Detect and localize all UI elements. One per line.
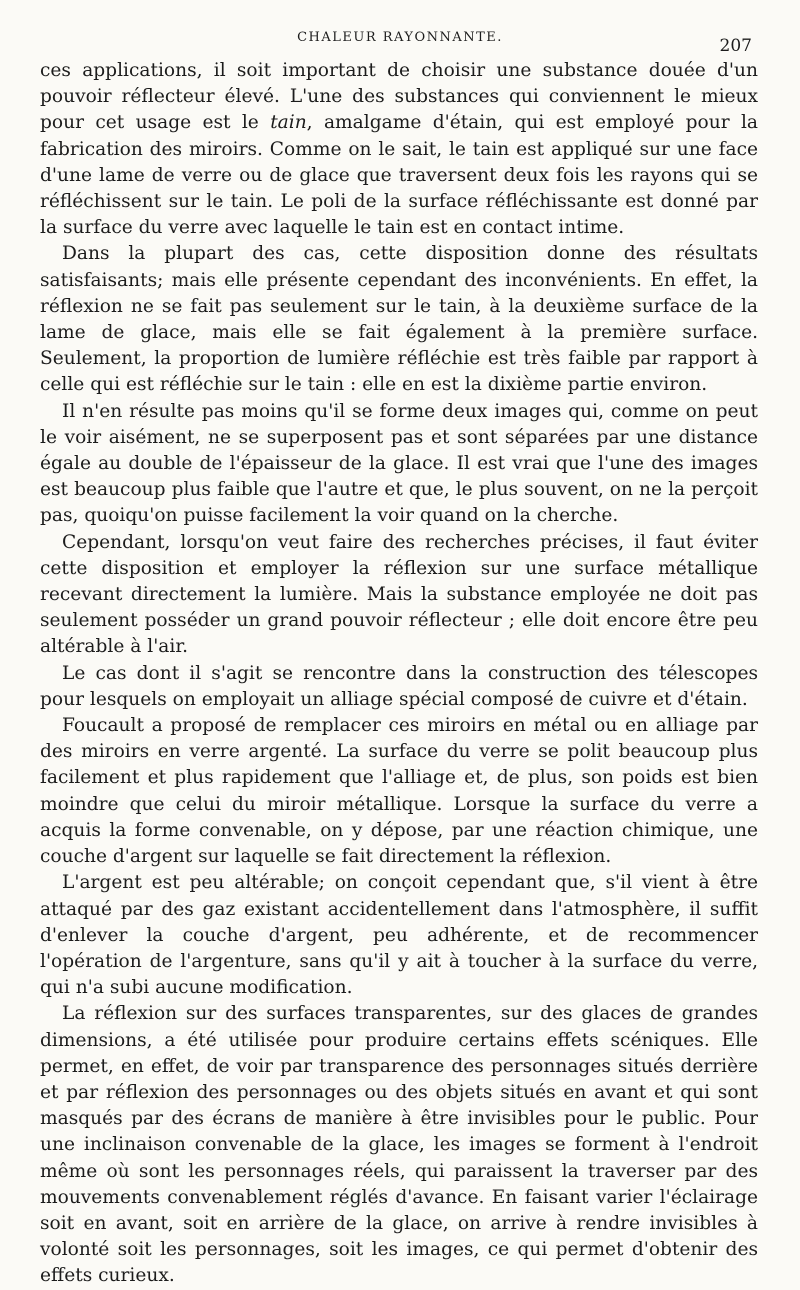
emphasis-tain: tain (270, 112, 307, 134)
running-title: CHALEUR RAYONNANTE. (297, 30, 503, 45)
paragraph-4: Cependant, lorsqu'on veut faire des recherches précises, il faut éviter cette disposition et employer la réflexion sur une surface métallique recevant directement la lumière. Mais la substance employée ne doit pas seulement posséder un grand pouvoir réflecteur ; elle doit encore être peu altérable à l'air. (40, 531, 758, 658)
body-text (40, 58, 758, 1290)
paragraph-8: La réflexion sur des surfaces transparentes, sur des glaces de grandes dimensions, a été utilisée pour produire certains effets scéniques. Elle permet, en effet, de voir par transparence des personnages situés derrière et par réflexion des personnages ou des objets situés en avant et qui sont masqués par des écrans de manière à être invisibles pour le public. Pour une inclinaison convenable de la glace, les images se forment à l'endroit même où sont les personnages réels, qui paraissent la traverser par des mouvements convenablement réglés d'avance. En faisant varier l'éclairage soit en avant, soit en arrière de la glace, on arrive à rendre invisibles à volonté soit les personnages, soit les images, ce qui permet d'obtenir des effets curieux. (40, 1003, 758, 1287)
paragraph-2: Dans la plupart des cas, cette disposition donne des résultats satisfaisants; mais elle présente cependant des inconvénients. En effet, la réflexion ne se fait pas seulement sur le tain, à la deuxième surface de la lame de glace, mais elle se fait également à la première surface. Seulement, la proportion de lumière réfléchie est très faible par rapport à celle qui est réfléchie sur le tain : elle en est la dixième partie environ. (40, 243, 758, 396)
paragraph-3: Il n'en résulte pas moins qu'il se forme deux images qui, comme on peut le voir aisément, ne se superposent pas et sont séparées par une distance égale au double de l'épaisseur de la glace. Il est vrai que l'une des images est beaucoup plus faible que l'autre et que, le plus souvent, on ne la perçoit pas, quoiqu'on puisse facilement la voir quand on la cherche. (40, 400, 758, 527)
page-header (0, 28, 800, 54)
paragraph-1-rest: , amalgame d'étain, qui est employé pour la fabrication des miroirs. Comme on le sait, le tain est appliqué sur une face d'une lame de verre ou de glace que traversent deux fois les rayons qui se réfléchissent sur le tain. Le poli de la surface réfléchissante est donné par la surface du verre avec laquelle le tain est en contact intime. (40, 112, 758, 239)
paragraph-1-start: ces applications, il soit important de choisir une substance douée d'un pouvoir réflecteur élevé. L'une des substances qui conviennent le mieux pour cet usage est le (40, 60, 758, 134)
paragraph-6: Foucault a proposé de remplacer ces miroirs en métal ou en alliage par des miroirs en verre argenté. La surface du verre se polit beaucoup plus facilement et plus rapidement que l'alliage et, de plus, son poids est bien moindre que celui du miroir métallique. Lorsque la surface du verre a acquis la forme convenable, on y dépose, par une réaction chimique, une couche d'argent sur laquelle se fait directement la réflexion. (40, 715, 758, 868)
paragraph-1 (40, 58, 758, 241)
paragraph-5: Le cas dont il s'agit se rencontre dans la construction des télescopes pour lesquels on employait un alliage spécial composé de cuivre et d'étain. (40, 662, 758, 710)
page-number: 207 (719, 36, 752, 56)
paragraph-7: L'argent est peu altérable; on conçoit cependant que, s'il vient à être attaqué par des gaz existant accidentellement dans l'atmosphère, il suffit d'enlever la couche d'argent, peu adhérente, et de recommencer l'opération de l'argenture, sans qu'il y ait à toucher à la surface du verre, qui n'a subi aucune modification. (40, 872, 758, 999)
